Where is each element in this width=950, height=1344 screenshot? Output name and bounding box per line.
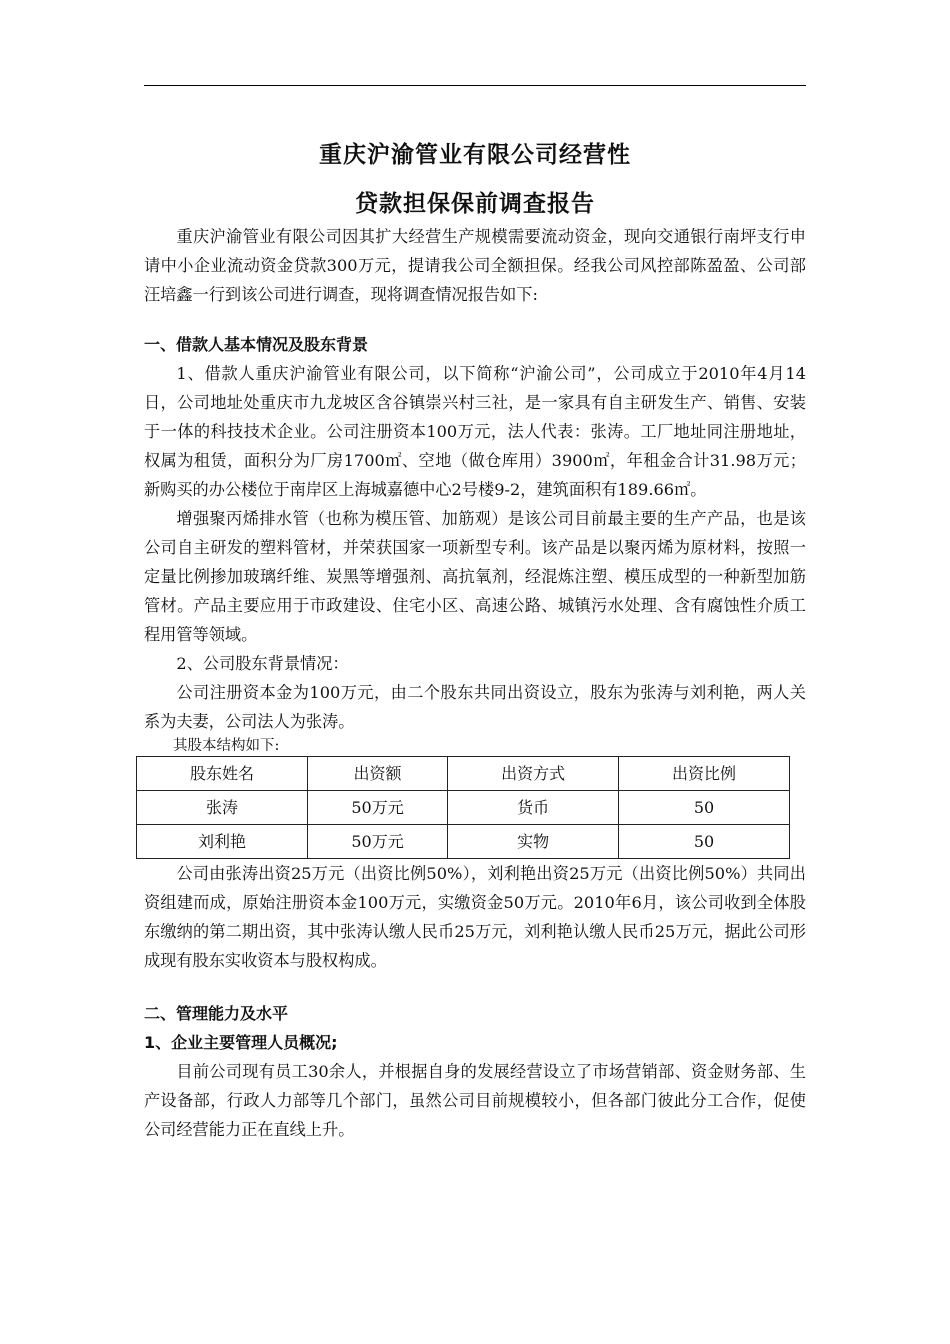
table-cell: 50万元: [307, 825, 447, 859]
table-cell: 50: [619, 791, 790, 825]
doc-title-line1: 重庆沪渝管业有限公司经营性: [319, 142, 631, 168]
intro-paragraph: 重庆沪渝管业有限公司因其扩大经营生产规模需要流动资金，现向交通银行南坪支行申请中小企业流动资金贷款300万元，提请我公司全额担保。经我公司风控部陈盈盈、公司部汪培鑫一行到该公司进行调查，现将调查情况报告如下:: [144, 227, 806, 304]
table-cell: 刘利艳: [137, 825, 308, 859]
section1-para3: 2、公司股东背景情况：: [176, 654, 349, 673]
table-header-cell: 出资额: [307, 757, 447, 791]
table-cell: 50万元: [307, 791, 447, 825]
doc-title-line2: 贷款担保保前调查报告: [355, 191, 595, 217]
section2-para1: 目前公司现有员工30余人，并根据自身的发展经营设立了市场营销部、资金财务部、生产设备部，行政人力部等几个部门，虽然公司目前规模较小，但各部门彼此分工合作，促使公司经营能力正在直线上升。: [144, 1062, 806, 1139]
section2-heading: 二、管理能力及水平: [144, 1004, 289, 1023]
table-row: [137, 825, 790, 859]
table-cell: 50: [619, 825, 790, 859]
table-caption: 其股本结构如下:: [173, 738, 280, 754]
table-header-cell: 股东姓名: [137, 757, 308, 791]
table-header-cell: 出资比例: [619, 757, 790, 791]
table-header-cell: 出资方式: [448, 757, 619, 791]
table-header-row: [137, 757, 790, 791]
section1-para1: 1、借款人重庆沪渝管业有限公司，以下简称“沪渝公司”，公司成立于2010年4月14日，公司地址处重庆市九龙坡区含谷镇崇兴村三社，是一家具有自主研发生产、销售、安装于一体的科技技术企业。公司注册资本100万元，法人代表：张涛。工厂地址同注册地址，权属为租赁，面积分为厂房1700㎡、空地（做仓库用）3900㎡，年租金合计31.98万元；新购买的办公楼位于南岸区上海城嘉德中心2号楼9-2，建筑面积有189.66㎡。: [144, 364, 806, 499]
section1-para5: 公司由张涛出资25万元（出资比例50%），刘利艳出资25万元（出资比例50%）共同出资组建而成，原始注册资本金100万元，实缴资金50万元。2010年6月，该公司收到全体股东缴纳的第二期出资，其中张涛认缴人民币25万元，刘利艳认缴人民币25万元，据此公司形成现有股东实收资本与股权构成。: [144, 864, 806, 970]
section1-heading: 一、借款人基本情况及股东背景: [144, 335, 369, 354]
header-rule: [144, 85, 806, 86]
shareholder-table: [136, 756, 790, 859]
table-cell: 张涛: [137, 791, 308, 825]
table-cell: 货币: [448, 791, 619, 825]
section1-para2: 增强聚丙烯排水管（也称为模压管、加筋观）是该公司目前最主要的生产产品，也是该公司自主研发的塑料管材，并荣获国家一项新型专利。该产品是以聚丙烯为原材料，按照一定量比例掺加玻璃纤维、炭黑等增强剂、高抗氧剂，经混炼注塑、模压成型的一种新型加筋管材。产品主要应用于市政建设、住宅小区、高速公路、城镇污水处理、含有腐蚀性介质工程用管等领域。: [144, 509, 806, 644]
table-cell: 实物: [448, 825, 619, 859]
section2-subheading: 1、企业主要管理人员概况;: [144, 1033, 338, 1052]
section1-para4: 公司注册资本金为100万元，由二个股东共同出资设立，股东为张涛与刘利艳，两人关系为夫妻，公司法人为张涛。: [144, 683, 806, 731]
table-row: [137, 791, 790, 825]
document-body: [144, 222, 806, 1144]
